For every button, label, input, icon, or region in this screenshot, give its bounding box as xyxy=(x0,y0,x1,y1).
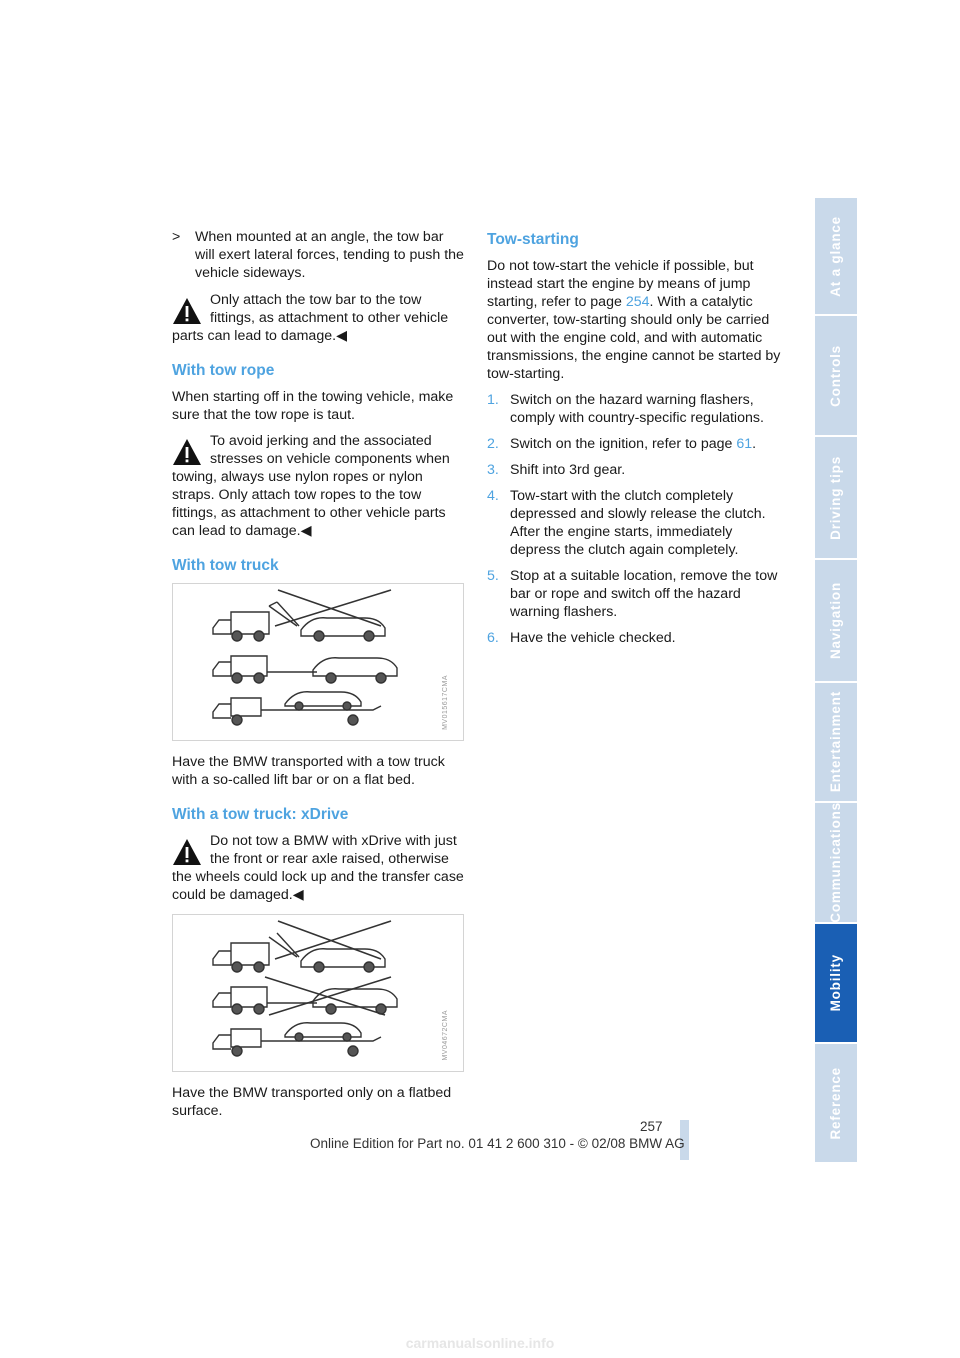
bullet-text: When mounted at an angle, the tow bar will exert lateral forces, tending to push the vehicle sideways. xyxy=(195,229,464,281)
step-item xyxy=(487,567,785,621)
chapter-tab-label: Mobility xyxy=(828,954,843,1012)
warning-triangle-icon xyxy=(172,438,202,466)
warning-tow-rope xyxy=(172,432,464,540)
chapter-tab-at-a-glance[interactable] xyxy=(815,198,857,314)
step-number: 5. xyxy=(487,568,499,584)
bullet-item xyxy=(172,228,464,282)
step-text: Switch on the ignition, refer to page xyxy=(510,436,737,452)
step-text-after: . xyxy=(752,436,757,452)
chapter-tab-reference[interactable] xyxy=(815,1044,857,1162)
step-item xyxy=(487,487,785,559)
warning-xdrive xyxy=(172,832,464,904)
heading-tow-truck: With tow truck xyxy=(172,557,279,574)
step-number: 1. xyxy=(487,392,499,408)
page-ref-link[interactable]: 254 xyxy=(625,294,650,310)
chapter-tab-driving-tips[interactable] xyxy=(815,437,857,558)
page-number: 257 xyxy=(640,1119,663,1134)
intro-text-b: . With a catalytic converter, tow-starting should only be carried out with the engine cold, and with automatic transmissions, the engine cannot be started by tow-starting. xyxy=(487,294,781,382)
tow-truck-illustration xyxy=(173,584,463,740)
figure-code: MV015617CMA xyxy=(442,675,449,730)
warning-text: Only attach the tow bar to the tow fittings, as attachment to other vehicle parts can lead to damage. xyxy=(172,292,449,344)
step-text: Have the vehicle checked. xyxy=(510,630,676,646)
heading-tow-starting: Tow-starting xyxy=(487,231,579,248)
chapter-tab-label: Navigation xyxy=(828,581,843,659)
chapter-tab-label: Communications xyxy=(828,802,843,923)
figure-code: MV04672CMA xyxy=(442,1010,449,1061)
chapter-tab-label: Driving tips xyxy=(828,455,843,540)
xdrive-illustration xyxy=(173,915,463,1071)
heading-xdrive: With a tow truck: xDrive xyxy=(172,806,349,823)
tow-starting-intro xyxy=(487,257,785,383)
chapter-tab-entertainment[interactable] xyxy=(815,683,857,801)
step-number: 3. xyxy=(487,462,499,478)
chapter-tab-label: At a glance xyxy=(828,215,843,297)
chapter-tab-mobility[interactable] xyxy=(815,924,857,1042)
chapter-tab-controls[interactable] xyxy=(815,316,857,435)
step-text: Switch on the hazard warning flashers, comply with country-specific regulations. xyxy=(510,392,764,426)
warning-text: Do not tow a BMW with xDrive with just the front or rear axle raised, otherwise the wheels could lock up and the transfer case could be damaged. xyxy=(172,833,464,903)
end-mark: ◀ xyxy=(336,328,347,344)
intro-text-a: Do not tow-start the vehicle if possible, but instead start the engine by means of jump starting, refer to page xyxy=(487,258,754,310)
warning-triangle-icon xyxy=(172,838,202,866)
step-number: 4. xyxy=(487,488,499,504)
xdrive-figure xyxy=(172,914,464,1072)
chapter-tab-label: Entertainment xyxy=(828,691,843,793)
end-mark: ◀ xyxy=(300,523,312,539)
tow-truck-figure xyxy=(172,583,464,741)
edition-line: Online Edition for Part no. 01 41 2 600 310 - © 02/08 BMW AG xyxy=(310,1136,685,1151)
tow-rope-text: When starting off in the towing vehicle, make sure that the tow rope is taut. xyxy=(172,389,454,423)
bullet-mark: > xyxy=(172,229,181,245)
step-text: Stop at a suitable location, remove the tow bar or rope and switch off the hazard warning flashers. xyxy=(510,568,778,620)
step-item xyxy=(487,391,785,427)
chapter-tab-label: Controls xyxy=(828,344,843,407)
step-text: Shift into 3rd gear. xyxy=(510,462,626,478)
end-mark: ◀ xyxy=(292,887,304,903)
watermark: carmanualsonline.info xyxy=(405,1335,555,1351)
steps-list xyxy=(487,391,785,647)
warning-text: To avoid jerking and the associated stresses on vehicle components when towing, always use nylon ropes or nylon straps. Only attach tow ropes to the tow fittings, as attachment to other vehicle parts can lead to damage. xyxy=(172,433,450,539)
right-column xyxy=(487,228,785,655)
step-item xyxy=(487,461,785,479)
left-column xyxy=(172,228,464,1128)
step-number: 6. xyxy=(487,630,499,646)
step-text: Tow-start with the clutch completely depressed and slowly release the clutch. After the engine starts, immediately depress the clutch again completely. xyxy=(510,488,766,558)
page-ref-link[interactable]: 61 xyxy=(736,436,753,452)
step-item xyxy=(487,629,785,647)
chapter-tab-label: Reference xyxy=(828,1066,843,1140)
warning-triangle-icon xyxy=(172,297,202,325)
chapter-tabs xyxy=(815,198,857,1164)
chapter-tab-navigation[interactable] xyxy=(815,560,857,681)
chapter-tab-communications[interactable] xyxy=(815,803,857,922)
warning-tow-bar xyxy=(172,291,464,345)
step-number: 2. xyxy=(487,436,499,452)
tow-truck-text: Have the BMW transported with a tow truck with a so-called lift bar or on a flat bed. xyxy=(172,754,445,788)
step-item xyxy=(487,435,785,453)
heading-tow-rope: With tow rope xyxy=(172,362,275,379)
xdrive-text: Have the BMW transported only on a flatbed surface. xyxy=(172,1085,452,1119)
